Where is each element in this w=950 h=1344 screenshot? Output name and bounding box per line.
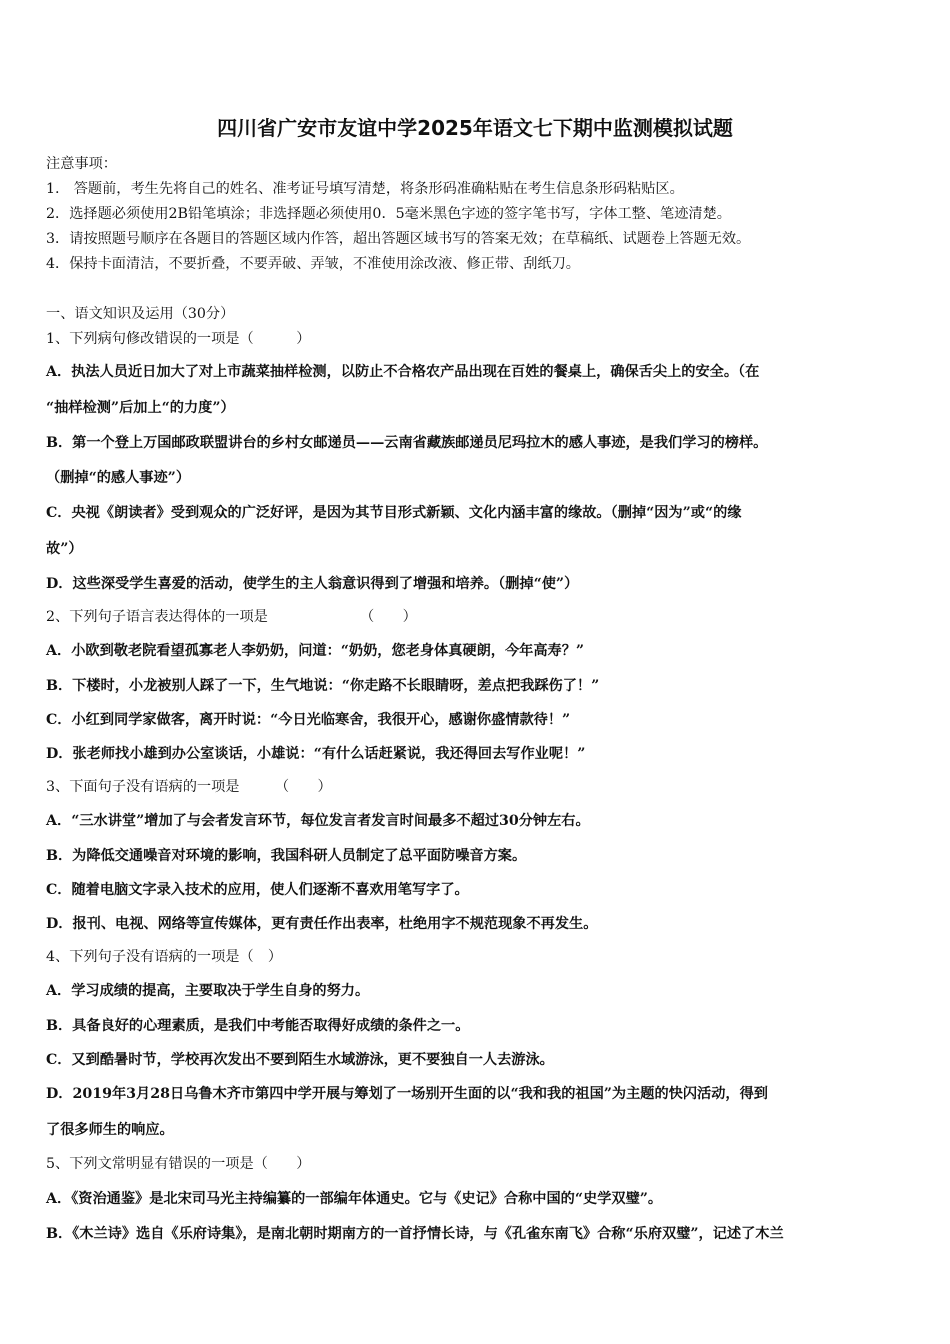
question-2-stem: 2、下列句子语言表达得体的一项是 （ ） xyxy=(46,609,417,625)
q4-option-a: A．学习成绩的提高，主要取决于学生自身的努力。 xyxy=(46,983,370,999)
notice-item-4: 4．保持卡面清洁，不要折叠，不要弄破、弄皱，不准使用涂改液、修正带、刮纸刀。 xyxy=(46,256,580,272)
q5-option-b: B．《木兰诗》选自《乐府诗集》，是南北朝时期南方的一首抒情长诗，与《孔雀东南飞》合称“乐府双璧”，记述了木兰 xyxy=(46,1226,784,1242)
question-1-stem: 1、下列病句修改错误的一项是（ ） xyxy=(46,331,311,347)
q3-option-d: D．报刊、电视、网络等宣传媒体，更有责任作出表率，杜绝用字不规范现象不再发生。 xyxy=(46,916,598,932)
q1-option-b: B．第一个登上万国邮政联盟讲台的乡村女邮递员——云南省藏族邮递员尼玛拉木的感人事迹，是我们学习的榜样。 xyxy=(46,435,768,451)
q3-option-c: C．随着电脑文字录入技术的应用，使人们逐渐不喜欢用笔写字了。 xyxy=(46,882,469,898)
q1-option-a-cont: “抽样检测”后加上“的力度”） xyxy=(46,400,235,416)
q4-option-b: B．具备良好的心理素质，是我们中考能否取得好成绩的条件之一。 xyxy=(46,1018,470,1034)
question-5-stem: 5、下列文常明显有错误的一项是（ ） xyxy=(46,1156,311,1172)
section-heading: 一、语文知识及运用（30分） xyxy=(46,306,235,322)
notice-heading: 注意事项： xyxy=(46,156,117,172)
q2-option-c: C．小红到同学家做客，离开时说：“今日光临寒舍，我很开心，感谢你盛情款待！” xyxy=(46,712,571,728)
notice-item-3: 3．请按照题号顺序在各题目的答题区域内作答，超出答题区域书写的答案无效；在草稿纸、试题卷上答题无效。 xyxy=(46,231,751,247)
page-title: 四川省广安市友谊中学2025年语文七下期中监测模拟试题 xyxy=(217,116,733,140)
q1-option-a: A．执法人员近日加大了对上市蔬菜抽样检测，以防止不合格农产品出现在百姓的餐桌上，确保舌尖上的安全。（在 xyxy=(46,364,760,380)
q1-option-c: C．央视《朗读者》受到观众的广泛好评，是因为其节目形式新颖、文化内涵丰富的缘故。（删掉“因为”或“的缘 xyxy=(46,505,742,521)
q4-option-d-cont: 了很多师生的响应。 xyxy=(46,1122,174,1138)
q3-option-a: A．“三水讲堂”增加了与会者发言环节，每位发言者发言时间最多不超过30分钟左右。 xyxy=(46,813,590,829)
q1-option-c-cont: 故”） xyxy=(46,541,83,557)
notice-item-2: 2．选择题必须使用2B铅笔填涂；非选择题必须使用0．5毫米黑色字迹的签字笔书写，字体工整、笔迹清楚。 xyxy=(46,206,731,222)
q2-option-d: D．张老师找小雄到办公室谈话，小雄说：“有什么话赶紧说，我还得回去写作业呢！” xyxy=(46,746,586,762)
q2-option-a: A．小欧到敬老院看望孤寡老人李奶奶，问道：“奶奶，您老身体真硬朗，今年高寿？” xyxy=(46,643,585,659)
question-3-stem: 3、下面句子没有语病的一项是 （ ） xyxy=(46,779,332,795)
notice-item-1: 1. 答题前，考生先将自己的姓名、准考证号填写清楚，将条形码准确粘贴在考生信息条形码粘贴区。 xyxy=(46,181,684,197)
q1-option-d: D．这些深受学生喜爱的活动，使学生的主人翁意识得到了增强和培养。（删掉“使”） xyxy=(46,576,579,592)
q4-option-c: C．又到酷暑时节，学校再次发出不要到陌生水域游泳，更不要独自一人去游泳。 xyxy=(46,1052,554,1068)
q2-option-b: B．下楼时，小龙被别人踩了一下，生气地说：“你走路不长眼睛呀，差点把我踩伤了！” xyxy=(46,678,600,694)
question-4-stem: 4、下列句子没有语病的一项是（ ） xyxy=(46,949,283,965)
q3-option-b: B．为降低交通噪音对环境的影响，我国科研人员制定了总平面防噪音方案。 xyxy=(46,848,527,864)
q4-option-d: D．2019年3月28日乌鲁木齐市第四中学开展与筹划了一场别开生面的以“我和我的祖国”为主题的快闪活动，得到 xyxy=(46,1086,768,1102)
q5-option-a: A．《资治通鉴》是北宋司马光主持编纂的一部编年体通史。它与《史记》合称中国的“史学双璧”。 xyxy=(46,1191,663,1207)
q1-option-b-cont: （删掉“的感人事迹”） xyxy=(46,470,191,486)
